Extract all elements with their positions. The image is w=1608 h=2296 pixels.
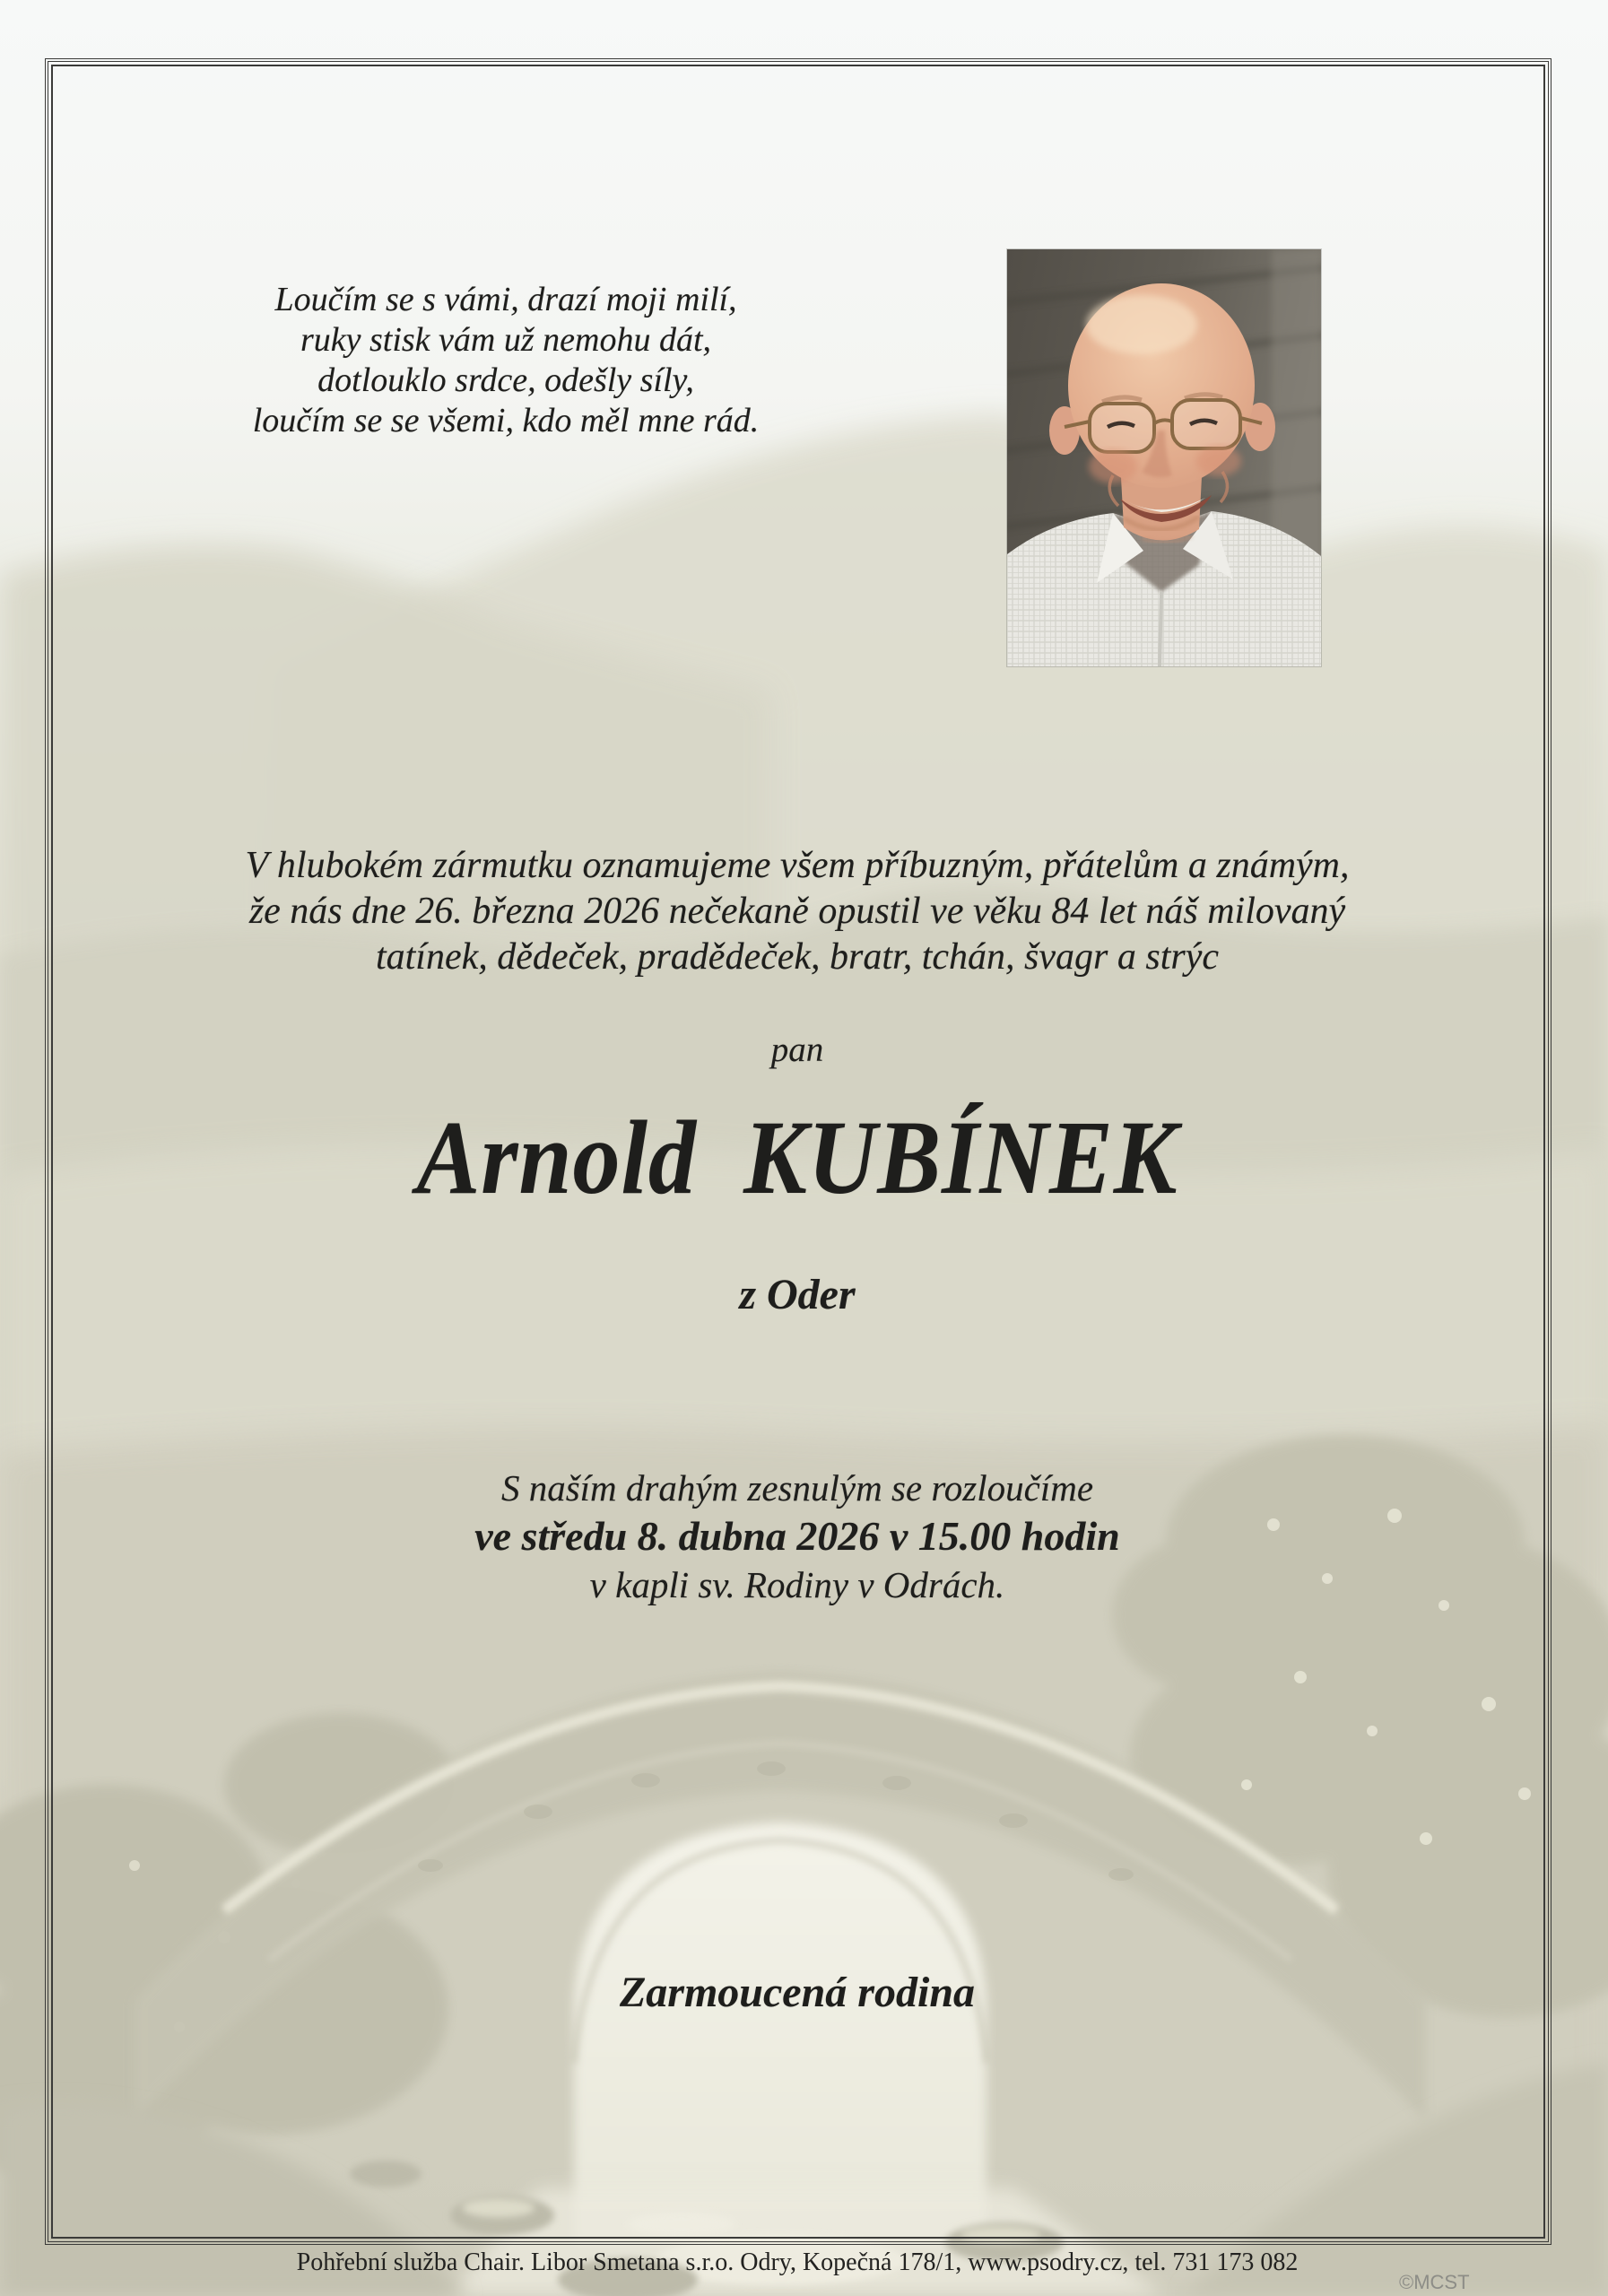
announcement-text (46, 843, 1549, 980)
funeral-details (46, 1464, 1549, 1609)
poem-line: dotlouklo srdce, odešly síly, (317, 361, 694, 399)
poem-line: Loučím se s vámi, drazí moji milí, (274, 281, 737, 318)
deceased-name (121, 1099, 1473, 1216)
announcement-line: tatínek, dědeček, pradědeček, bratr, tchán, švagr a strýc (375, 936, 1220, 978)
print-watermark: ©MCST (1399, 2271, 1470, 2293)
announcement-line: V hlubokém zármutku oznamujeme všem příbuzným, přátelům a známým, (245, 845, 1350, 886)
funeral-datetime-line: ve středu 8. dubna 2026 v 15.00 hodin (474, 1513, 1120, 1559)
poem-line: ruky stisk vám už nemohu dát, (300, 321, 712, 359)
farewell-poem (237, 280, 775, 441)
origin-label: z Oder (739, 1271, 856, 1318)
announcement-line: že nás dne 26. března 2026 nečekaně opustil ve věku 84 let náš milovaný (248, 891, 1346, 932)
closing-signature: Zarmoucená rodina (619, 1969, 976, 2016)
poem-line: loučím se se všemi, kdo měl mne rád. (252, 402, 760, 439)
funeral-place-line: v kapli sv. Rodiny v Odrách. (589, 1564, 1005, 1605)
funeral-home-footer: Pohřební služba Chair. Libor Smetana s.r.o. Odry, Kopečná 178/1, www.psodry.cz, tel. 731 173 082 (296, 2248, 1299, 2276)
portrait-photo (1007, 249, 1321, 666)
honorific-label: pan (770, 1031, 824, 1069)
funeral-intro-line: S naším drahým zesnulým se rozloučíme (500, 1467, 1094, 1509)
deceased-first-name: Arnold (416, 1099, 697, 1216)
deceased-last-name: KUBÍNEK (743, 1099, 1178, 1216)
